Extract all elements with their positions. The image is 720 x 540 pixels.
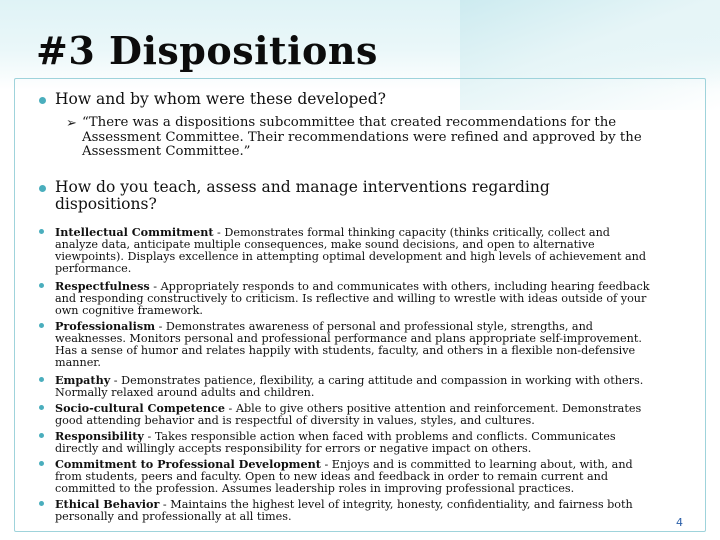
bullet-icon — [39, 433, 44, 438]
answer-1: “There was a dispositions subcommittee that created recommendations for the Assessment Committee. Their recommendations were refined and approved by the Assessment Committee.” — [82, 115, 642, 159]
item-text: - Maintains the highest level of integrity, honesty, confidentiality, and fairness both personally and professionally at all times. — [55, 498, 633, 523]
item-term: Professionalism — [55, 319, 156, 333]
disposition-item — [55, 226, 655, 275]
bullet-icon — [39, 461, 44, 466]
disposition-item — [55, 498, 655, 523]
item-term: Empathy — [55, 373, 111, 387]
disposition-item — [55, 430, 655, 455]
disposition-item — [55, 374, 655, 399]
arrow-bullet-icon: ➢ — [66, 116, 77, 131]
item-text: - Able to give others positive attention and reinforcement. Demonstrates good attending behavior and is respectful of diversity in values, styles, and cultures. — [55, 402, 642, 427]
question-1: How and by whom were these developed? — [55, 90, 386, 108]
item-term: Responsibility — [55, 429, 144, 443]
disposition-item — [55, 458, 655, 495]
item-term: Socio-cultural Competence — [55, 401, 225, 415]
bullet-icon — [39, 377, 44, 382]
disposition-item — [55, 402, 655, 427]
slide-title: #3 Dispositions — [36, 28, 378, 73]
item-text: - Demonstrates patience, flexibility, a caring attitude and compassion in working with others. Normally relaxed around adults and children. — [55, 374, 644, 399]
item-text: - Demonstrates formal thinking capacity (thinks critically, collect and analyze data, anticipate multiple consequences, make sound decisions, and open to alternative viewpoints). Displays excellence in attempting optimal development and high levels of achievement and performance. — [55, 226, 647, 275]
item-term: Commitment to Professional Development — [55, 457, 321, 471]
bullet-icon — [39, 405, 44, 410]
bullet-icon — [39, 229, 44, 234]
item-text: - Demonstrates awareness of personal and professional style, strengths, and weaknesses. Monitors personal and professional performance and plans appropriate self-improvement. Has a sense of humor and relates happily with students, faculty, and others in a flexible non-defensive manner. — [55, 320, 642, 369]
item-text: - Appropriately responds to and communicates with others, including hearing feedback and responding constructively to criticism. Is reflective and willing to wrestle with ideas outside of your own cognitive framework. — [55, 280, 650, 317]
bullet-icon — [39, 97, 46, 104]
page-number: 4 — [676, 516, 683, 529]
bullet-icon — [39, 283, 44, 288]
item-text: - Takes responsible action when faced with problems and conflicts. Communicates directly and willingly accepts responsibility for errors or negative impact on others. — [55, 430, 616, 455]
disposition-item — [55, 280, 655, 317]
item-text: - Enjoys and is committed to learning about, with, and from students, peers and faculty. Open to new ideas and feedback in order to remain current and committed to the profession. Assumes leadership roles in improving professional practices. — [55, 458, 633, 495]
bullet-icon — [39, 323, 44, 328]
question-2: How do you teach, assess and manage interventions regarding dispositions? — [55, 178, 550, 213]
item-term: Respectfulness — [55, 279, 150, 293]
bullet-icon — [39, 185, 46, 192]
item-term: Ethical Behavior — [55, 497, 160, 511]
bullet-icon — [39, 501, 44, 506]
disposition-item — [55, 320, 655, 369]
item-term: Intellectual Commitment — [55, 225, 214, 239]
